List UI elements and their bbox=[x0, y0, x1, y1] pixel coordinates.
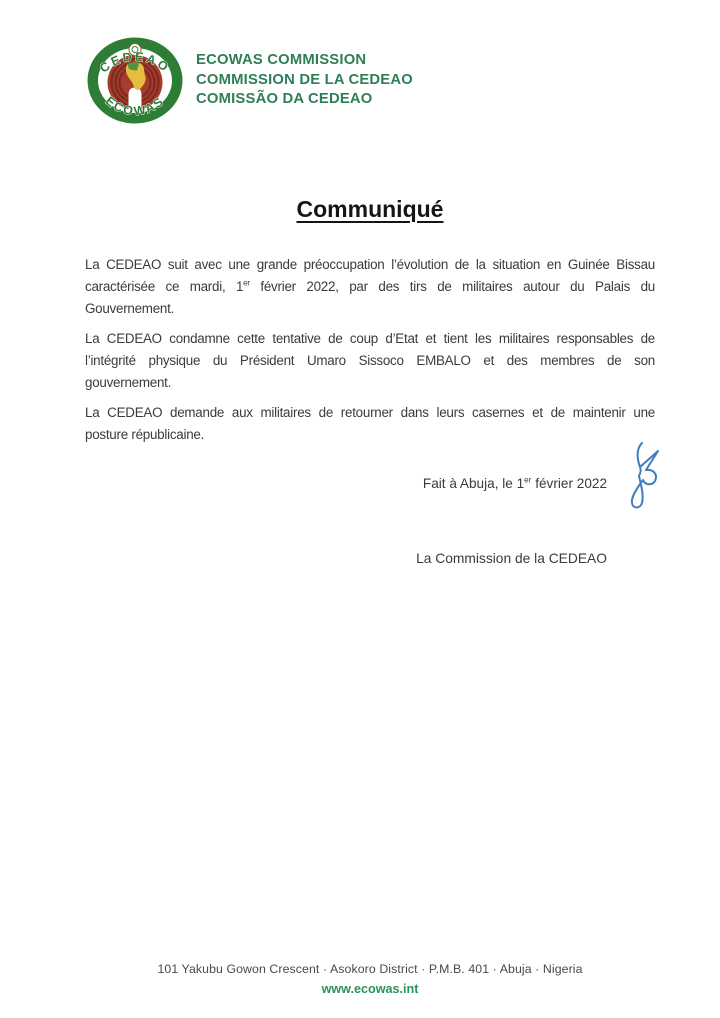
org-title-line-fr: COMMISSION DE LA CEDEAO bbox=[196, 71, 413, 88]
text-line: La CEDEAO condamne cette tentative de coup d’Etat et tient les militaires responsables de bbox=[85, 331, 655, 346]
text-line: posture républicaine. bbox=[85, 427, 205, 443]
text-line: Fait à Abuja, le 1er février 2022 bbox=[422, 475, 607, 491]
paragraph-3 bbox=[85, 402, 655, 446]
signature-mark bbox=[616, 438, 666, 514]
paragraph-2 bbox=[85, 328, 655, 395]
org-title-block bbox=[196, 51, 413, 110]
dateline bbox=[85, 476, 607, 491]
logo-bottom-text: ECOWAS bbox=[102, 93, 168, 119]
signatory-line: La Commission de la CEDEAO bbox=[416, 551, 607, 566]
text-line: La CEDEAO suit avec une grande préoccupation l’évolution de la situation en Guinée Bissau bbox=[85, 257, 655, 272]
logo-top-text: CEDEAO bbox=[97, 49, 173, 76]
text-line: caractérisée ce mardi, 1er février 2022, par des tirs de militaires autour du Palais du bbox=[85, 278, 655, 295]
org-title-line-en: ECOWAS COMMISSION bbox=[196, 52, 367, 68]
paragraph-1 bbox=[85, 254, 655, 321]
page-title: Communiqué bbox=[296, 196, 444, 222]
org-title-line-pt: COMISSÃO DA CEDEAO bbox=[196, 91, 373, 108]
footer-website bbox=[85, 982, 655, 996]
ecowas-logo-icon bbox=[87, 37, 183, 124]
text-line: gouvernement. bbox=[85, 375, 172, 391]
text-line: Gouvernement. bbox=[85, 301, 175, 317]
signature-stroke bbox=[632, 443, 658, 508]
website-link[interactable]: www.ecowas.int bbox=[321, 982, 419, 996]
text-line: l’intégrité physique du Président Umaro Sissoco EMBALO et des membres de son bbox=[85, 353, 655, 369]
text-line: La CEDEAO demande aux militaires de retourner dans leurs casernes et de maintenir une bbox=[85, 405, 655, 420]
footer-address: 101 Yakubu Gowon Crescent · Asokoro District · P.M.B. 401 · Abuja · Nigeria bbox=[157, 962, 583, 976]
